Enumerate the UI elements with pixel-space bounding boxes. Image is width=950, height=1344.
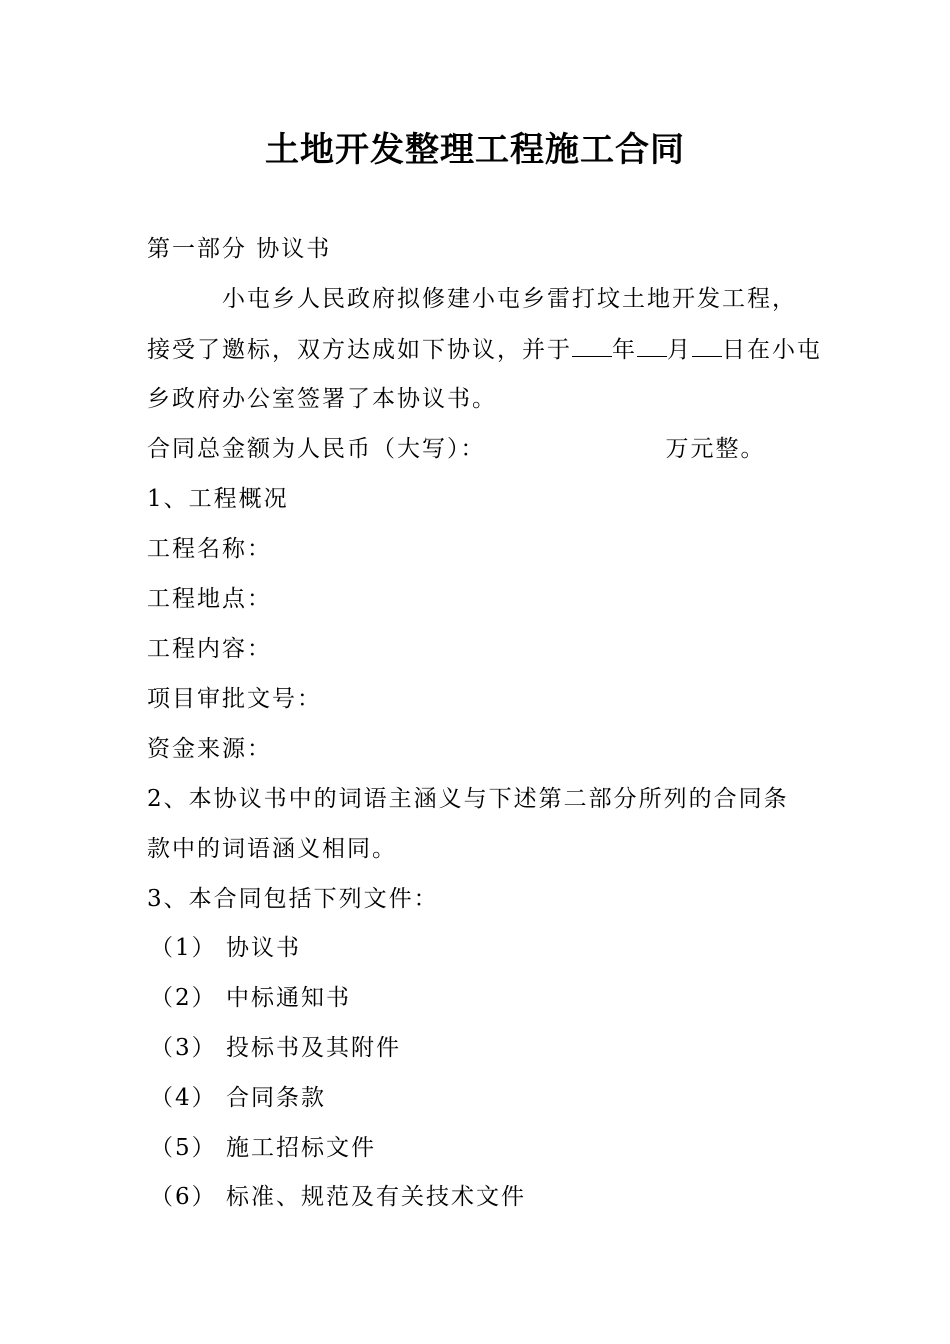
- document-list-item: （6） 标准、规范及有关技术文件: [150, 1184, 526, 1210]
- day-label: 日在小屯: [722, 337, 822, 363]
- month-label: 月: [667, 337, 692, 363]
- overview-heading: 1、工程概况: [147, 486, 289, 512]
- month-blank: [637, 334, 667, 357]
- document-list-item: （2） 中标通知书: [150, 985, 351, 1011]
- contract-amount-suffix: 万元整。: [665, 436, 766, 462]
- field-approval-number: 项目审批文号：: [147, 686, 322, 712]
- page-title: 土地开发整理工程施工合同: [265, 130, 685, 170]
- field-project-content: 工程内容：: [147, 636, 272, 662]
- intro-line-2: [147, 334, 822, 365]
- clause-2-line-1: 2、本协议书中的词语主涵义与下述第二部分所列的合同条: [147, 786, 789, 812]
- field-funding-source: 资金来源：: [147, 736, 272, 762]
- document-list-item: （3） 投标书及其附件: [150, 1035, 401, 1061]
- field-project-name: 工程名称：: [147, 536, 272, 562]
- contract-amount-line: [147, 434, 766, 464]
- document-list-item: （1） 协议书: [150, 935, 301, 961]
- field-project-location: 工程地点：: [147, 586, 272, 612]
- intro-line-1: 小屯乡人民政府拟修建小屯乡雷打坟土地开发工程，: [222, 286, 797, 312]
- document-list-item: （5） 施工招标文件: [150, 1135, 376, 1161]
- contract-amount-label: 合同总金额为人民币（大写）：: [147, 436, 486, 462]
- intro-line-3: 乡政府办公室签署了本协议书。: [147, 386, 497, 412]
- clause-3-heading: 3、本合同包括下列文件：: [147, 886, 439, 912]
- document-list-item: （4） 合同条款: [150, 1085, 326, 1111]
- intro-line-2-text: 接受了邀标，双方达成如下协议，并于: [147, 337, 572, 363]
- day-blank: [692, 334, 722, 357]
- part-heading: 第一部分 协议书: [147, 236, 332, 262]
- clause-2-line-2: 款中的词语涵义相同。: [147, 836, 397, 862]
- year-label: 年: [612, 337, 637, 363]
- year-blank: [572, 334, 612, 357]
